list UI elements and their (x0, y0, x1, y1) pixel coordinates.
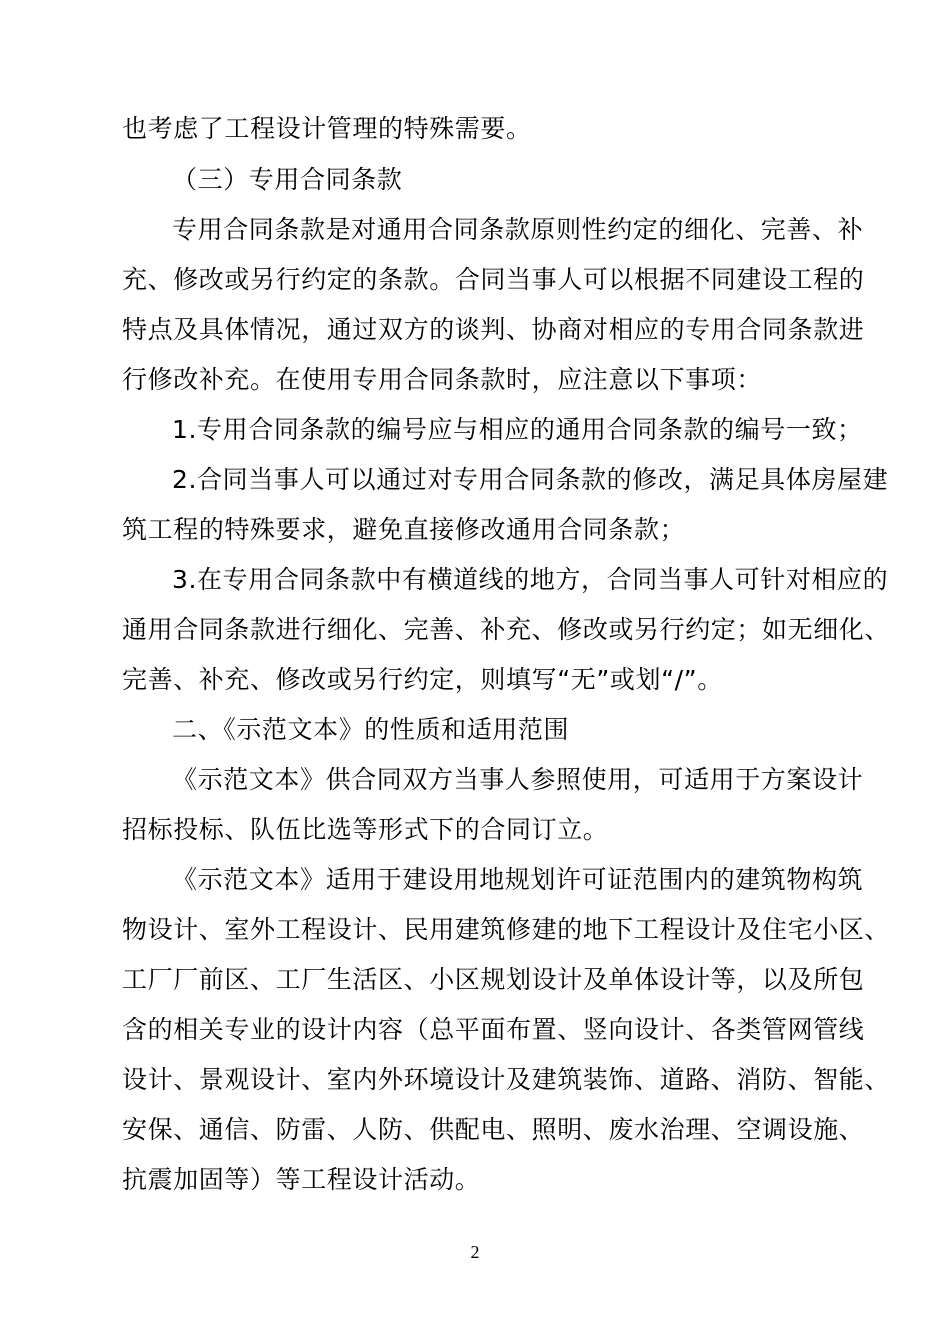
list-item-continuation: 完善、补充、修改或另行约定，则填写“无”或划“/”。 (122, 665, 723, 694)
list-item: 3.在专用合同条款中有横道线的地方，合同当事人可针对相应的 (172, 565, 889, 594)
section-heading: （三）专用合同条款 (172, 165, 403, 194)
paragraph-line: 《示范文本》供合同双方当事人参照使用，可适用于方案设计 (172, 765, 864, 794)
section-heading: 二、《示范文本》的性质和适用范围 (172, 715, 570, 744)
list-item-continuation: 通用合同条款进行细化、完善、补充、修改或另行约定；如无细化、 (122, 615, 891, 644)
paragraph-line: 特点及具体情况，通过双方的谈判、协商对相应的专用合同条款进 (122, 315, 865, 344)
paragraph-line: 安保、通信、防雷、人防、供配电、照明、废水治理、空调设施、 (122, 1115, 865, 1144)
paragraph-line: 充、修改或另行约定的条款。合同当事人可以根据不同建设工程的 (122, 265, 865, 294)
list-item: 2.合同当事人可以通过对专用合同条款的修改，满足具体房屋建 (172, 465, 889, 494)
paragraph-line: 《示范文本》适用于建设用地规划许可证范围内的建筑物构筑 (172, 865, 864, 894)
paragraph-line: 抗震加固等）等工程设计活动。 (122, 1165, 481, 1194)
list-item: 1.专用合同条款的编号应与相应的通用合同条款的编号一致； (172, 415, 863, 444)
paragraph-line: 设计、景观设计、室内外环境设计及建筑装饰、道路、消防、智能、 (122, 1065, 891, 1094)
paragraph-line: 也考虑了工程设计管理的特殊需要。 (122, 114, 532, 143)
page-number: 2 (470, 1242, 480, 1262)
paragraph-line: 招标投标、队伍比选等形式下的合同订立。 (122, 815, 609, 844)
paragraph-line: 物设计、室外工程设计、民用建筑修建的地下工程设计及住宅小区、 (122, 915, 891, 944)
paragraph-line: 含的相关专业的设计内容（总平面布置、竖向设计、各类管网管线 (122, 1015, 865, 1044)
list-item-continuation: 筑工程的特殊要求，避免直接修改通用合同条款； (122, 515, 686, 544)
paragraph-line: 专用合同条款是对通用合同条款原则性约定的细化、完善、补 (172, 215, 864, 244)
paragraph-line: 工厂厂前区、工厂生活区、小区规划设计及单体设计等，以及所包 (122, 965, 865, 994)
paragraph-line: 行修改补充。在使用专用合同条款时，应注意以下事项： (122, 365, 763, 394)
